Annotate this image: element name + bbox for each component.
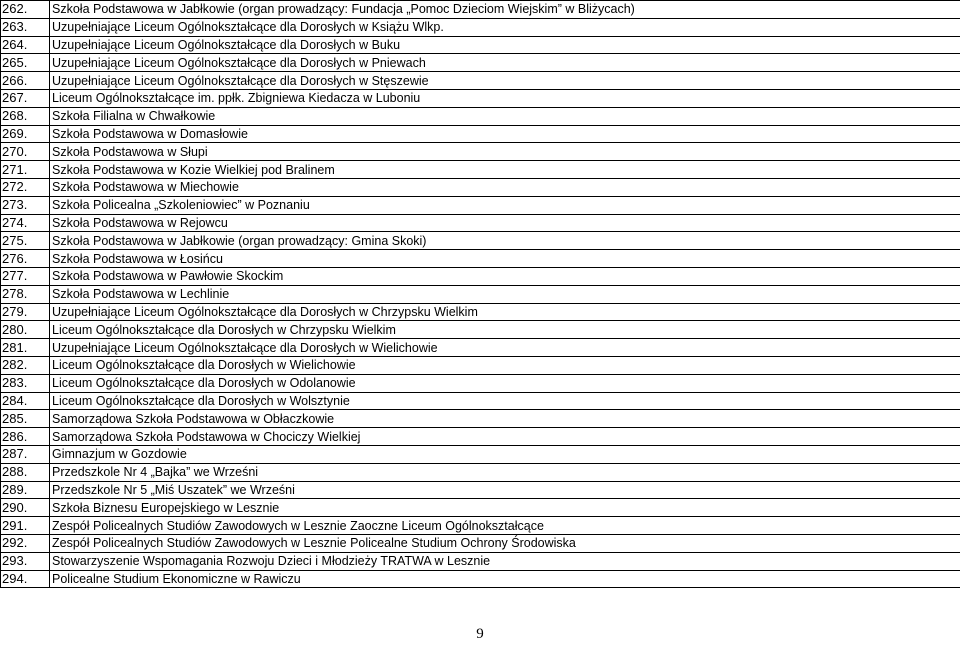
row-number: 263. xyxy=(1,18,50,36)
table-row xyxy=(1,232,960,250)
table-row xyxy=(1,72,960,90)
table-row xyxy=(1,517,960,535)
row-number: 288. xyxy=(1,463,50,481)
institution-name: Zespół Policealnych Studiów Zawodowych w Lesznie Policealne Studium Ochrony Środowiska xyxy=(50,534,960,552)
institution-name: Szkoła Biznesu Europejskiego w Lesznie xyxy=(50,499,960,517)
row-number: 284. xyxy=(1,392,50,410)
row-number: 279. xyxy=(1,303,50,321)
row-number: 287. xyxy=(1,445,50,463)
row-number: 289. xyxy=(1,481,50,499)
row-number: 271. xyxy=(1,161,50,179)
row-number: 272. xyxy=(1,178,50,196)
table-row xyxy=(1,481,960,499)
institution-name: Liceum Ogólnokształcące dla Dorosłych w Wolsztynie xyxy=(50,392,960,410)
institution-name: Policealne Studium Ekonomiczne w Rawiczu xyxy=(50,570,960,588)
institution-name: Szkoła Podstawowa w Łosińcu xyxy=(50,250,960,268)
row-number: 278. xyxy=(1,285,50,303)
table-row xyxy=(1,107,960,125)
institution-name: Uzupełniające Liceum Ogólnokształcące dla Dorosłych w Pniewach xyxy=(50,54,960,72)
row-number: 286. xyxy=(1,428,50,446)
institution-name: Stowarzyszenie Wspomagania Rozwoju Dzieci i Młodzieży TRATWA w Lesznie xyxy=(50,552,960,570)
row-number: 270. xyxy=(1,143,50,161)
institution-name: Szkoła Podstawowa w Jabłkowie (organ prowadzący: Gmina Skoki) xyxy=(50,232,960,250)
row-number: 283. xyxy=(1,374,50,392)
table-row xyxy=(1,463,960,481)
institution-name: Liceum Ogólnokształcące im. ppłk. Zbigniewa Kiedacza w Luboniu xyxy=(50,89,960,107)
institution-name: Szkoła Podstawowa w Kozie Wielkiej pod Bralinem xyxy=(50,161,960,179)
institution-name: Szkoła Podstawowa w Słupi xyxy=(50,143,960,161)
institution-name: Szkoła Filialna w Chwałkowie xyxy=(50,107,960,125)
table-row xyxy=(1,552,960,570)
table-row xyxy=(1,428,960,446)
table-row xyxy=(1,303,960,321)
table-row xyxy=(1,445,960,463)
row-number: 282. xyxy=(1,356,50,374)
institution-name: Liceum Ogólnokształcące dla Dorosłych w Chrzypsku Wielkim xyxy=(50,321,960,339)
row-number: 269. xyxy=(1,125,50,143)
table-row xyxy=(1,321,960,339)
table-row xyxy=(1,392,960,410)
row-number: 274. xyxy=(1,214,50,232)
row-number: 285. xyxy=(1,410,50,428)
institution-name: Uzupełniające Liceum Ogólnokształcące dla Dorosłych w Stęszewie xyxy=(50,72,960,90)
institution-name: Szkoła Podstawowa w Rejowcu xyxy=(50,214,960,232)
table-row xyxy=(1,89,960,107)
page-number: 9 xyxy=(476,626,484,642)
table-row xyxy=(1,54,960,72)
row-number: 275. xyxy=(1,232,50,250)
table-row xyxy=(1,161,960,179)
institution-name: Uzupełniające Liceum Ogólnokształcące dla Dorosłych w Buku xyxy=(50,36,960,54)
institution-name: Zespół Policealnych Studiów Zawodowych w Lesznie Zaoczne Liceum Ogólnokształcące xyxy=(50,517,960,535)
table-row xyxy=(1,36,960,54)
row-number: 268. xyxy=(1,107,50,125)
table-row xyxy=(1,1,960,19)
row-number: 267. xyxy=(1,89,50,107)
row-number: 276. xyxy=(1,250,50,268)
institution-name: Liceum Ogólnokształcące dla Dorosłych w Wielichowie xyxy=(50,356,960,374)
institution-name: Szkoła Policealna „Szkoleniowiec” w Poznaniu xyxy=(50,196,960,214)
institution-name: Liceum Ogólnokształcące dla Dorosłych w Odolanowie xyxy=(50,374,960,392)
row-number: 280. xyxy=(1,321,50,339)
table-row xyxy=(1,178,960,196)
table-row xyxy=(1,285,960,303)
institution-name: Szkoła Podstawowa w Pawłowie Skockim xyxy=(50,267,960,285)
row-number: 291. xyxy=(1,517,50,535)
row-number: 273. xyxy=(1,196,50,214)
institution-name: Przedszkole Nr 5 „Miś Uszatek” we Wrześni xyxy=(50,481,960,499)
table-row xyxy=(1,196,960,214)
table-row xyxy=(1,356,960,374)
row-number: 281. xyxy=(1,339,50,357)
table-row xyxy=(1,214,960,232)
table-row xyxy=(1,125,960,143)
institution-name: Szkoła Podstawowa w Miechowie xyxy=(50,178,960,196)
table-row xyxy=(1,374,960,392)
row-number: 264. xyxy=(1,36,50,54)
institution-name: Samorządowa Szkoła Podstawowa w Chociczy Wielkiej xyxy=(50,428,960,446)
row-number: 290. xyxy=(1,499,50,517)
table-row xyxy=(1,339,960,357)
institution-name: Szkoła Podstawowa w Jabłkowie (organ prowadzący: Fundacja „Pomoc Dzieciom Wiejskim” w Bliżycach) xyxy=(50,1,960,19)
row-number: 262. xyxy=(1,1,50,19)
institution-name: Szkoła Podstawowa w Domasłowie xyxy=(50,125,960,143)
table-row xyxy=(1,410,960,428)
table-row xyxy=(1,250,960,268)
institution-name: Uzupełniające Liceum Ogólnokształcące dla Dorosłych w Chrzypsku Wielkim xyxy=(50,303,960,321)
row-number: 265. xyxy=(1,54,50,72)
institution-name: Szkoła Podstawowa w Lechlinie xyxy=(50,285,960,303)
institution-name: Samorządowa Szkoła Podstawowa w Obłaczkowie xyxy=(50,410,960,428)
row-number: 293. xyxy=(1,552,50,570)
institution-name: Uzupełniające Liceum Ogólnokształcące dla Dorosłych w Książu Wlkp. xyxy=(50,18,960,36)
table-row xyxy=(1,267,960,285)
table-row xyxy=(1,18,960,36)
row-number: 277. xyxy=(1,267,50,285)
institution-name: Uzupełniające Liceum Ogólnokształcące dla Dorosłych w Wielichowie xyxy=(50,339,960,357)
row-number: 292. xyxy=(1,534,50,552)
row-number: 294. xyxy=(1,570,50,588)
row-number: 266. xyxy=(1,72,50,90)
table-row xyxy=(1,143,960,161)
table-row xyxy=(1,570,960,588)
table-row xyxy=(1,534,960,552)
table-row xyxy=(1,499,960,517)
institutions-table-body xyxy=(1,1,960,588)
institution-name: Gimnazjum w Gozdowie xyxy=(50,445,960,463)
institution-name: Przedszkole Nr 4 „Bajka” we Wrześni xyxy=(50,463,960,481)
